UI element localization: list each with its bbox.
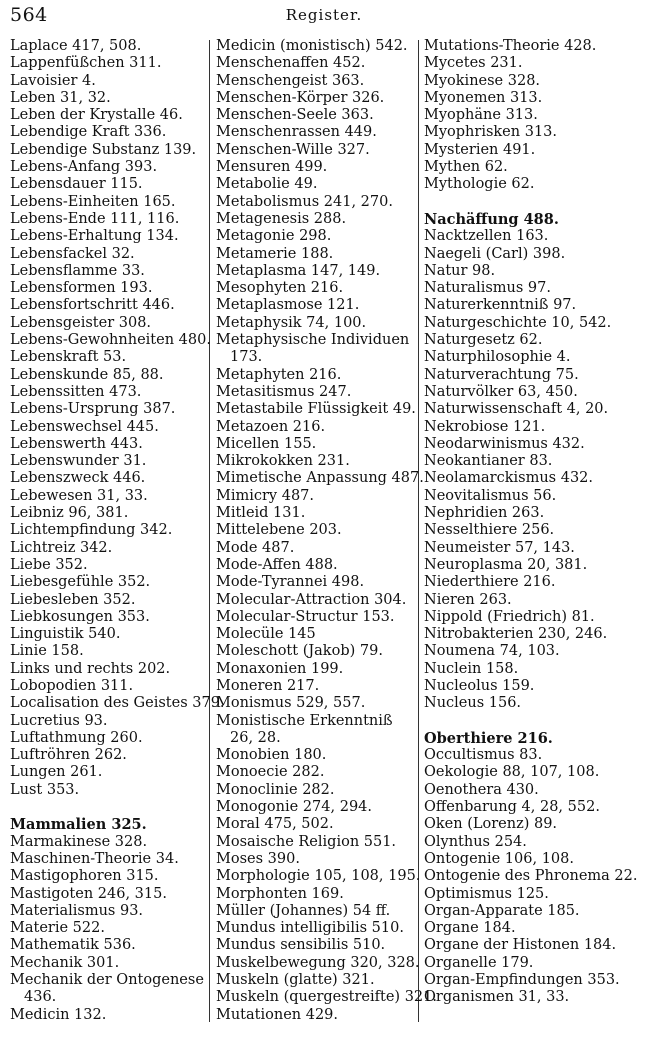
index-entry: Mechanik der Ontogenese 436.: [10, 972, 204, 1006]
index-entry: Materie 522.: [10, 920, 105, 937]
index-entry: Lebenszweck 446.: [10, 470, 146, 487]
index-entry: Liebesleben 352.: [10, 591, 136, 608]
index-entry: Metabolismus 241, 270.: [216, 193, 393, 210]
index-entry: Leben 31, 32.: [10, 89, 111, 106]
index-entry: Metaphysik 74, 100.: [216, 314, 367, 331]
index-entry: Mastigophoren 315.: [10, 868, 159, 885]
index-entry: Naturphilosophie 4.: [424, 349, 571, 366]
index-entry: Lobopodien 311.: [10, 677, 134, 694]
index-entry: Oekologie 88, 107, 108.: [424, 764, 600, 781]
index-entry: Nieren 263.: [424, 591, 512, 608]
index-entry: Naturgesetz 62.: [424, 332, 543, 349]
index-entry: Lebensdauer 115.: [10, 176, 143, 193]
index-entry: Neolamarckismus 432.: [424, 470, 594, 487]
index-entry: Olynthus 254.: [424, 833, 527, 850]
index-entry: Mythen 62.: [424, 159, 508, 176]
index-entry: Menschenrassen 449.: [216, 124, 377, 141]
index-entry: Menschengeist 363.: [216, 72, 365, 89]
index-entry: Naturverachtung 75.: [424, 366, 579, 383]
index-entry: Mammalien 325.: [10, 816, 147, 834]
index-entry: Lebenswerth 443.: [10, 435, 143, 452]
index-entry: Medicin (monistisch) 542.: [216, 38, 408, 54]
index-entry: Linguistik 540.: [10, 626, 121, 643]
index-entry: Micellen 155.: [216, 435, 317, 452]
index-entry: Liebesgefühle 352.: [10, 574, 151, 591]
page-header-title: Register.: [285, 6, 363, 24]
index-entry: Lebens-Anfang 393.: [10, 159, 158, 176]
index-column-2: [216, 38, 437, 1024]
index-entry: Muskelbewegung 320, 328.: [216, 954, 420, 971]
index-entry: Lebens-Gewohnheiten 480.: [10, 332, 211, 349]
index-entry: Naturgeschichte 10, 542.: [424, 314, 612, 331]
index-entry: Metamerie 188.: [216, 245, 334, 262]
index-entry: Materialismus 93.: [10, 902, 144, 919]
index-entry: Moleschott (Jakob) 79.: [216, 643, 383, 660]
index-entry: Mitleid 131.: [216, 505, 306, 522]
index-entry: Müller (Johannes) 54 ff.: [216, 902, 391, 919]
index-entry: Oenothera 430.: [424, 781, 539, 798]
index-entry: Leibniz 96, 381.: [10, 505, 129, 522]
index-entry: Mensuren 499.: [216, 159, 328, 176]
index-entry: Mutations-Theorie 428.: [424, 38, 597, 54]
index-entry: Marmakinese 328.: [10, 833, 148, 850]
index-entry: Neodarwinismus 432.: [424, 435, 585, 452]
index-entry: Nuclein 158.: [424, 660, 519, 677]
index-entry: Lebens-Ende 111, 116.: [10, 210, 180, 227]
index-entry: Muskeln (glatte) 321.: [216, 972, 375, 989]
index-entry: Mycetes 231.: [424, 55, 523, 72]
index-entry: Nacktzellen 163.: [424, 228, 549, 245]
index-entry: Lust 353.: [10, 781, 80, 798]
index-entry: Organe der Histonen 184.: [424, 937, 617, 954]
index-entry: Laplace 417, 508.: [10, 38, 142, 54]
index-entry: Lebens-Einheiten 165.: [10, 193, 176, 210]
index-entry: Monogonie 274, 294.: [216, 799, 373, 816]
index-entry: Mode 487.: [216, 539, 295, 556]
index-entry: Organ-Apparate 185.: [424, 902, 580, 919]
index-entry: Naturalismus 97.: [424, 280, 551, 297]
index-entry: Lebendige Kraft 336.: [10, 124, 167, 141]
index-entry: Neuroplasma 20, 381.: [424, 556, 588, 573]
index-entry: Metagenesis 288.: [216, 210, 347, 227]
index-entry: Medicin 132.: [10, 1006, 107, 1023]
index-entry: Moneren 217.: [216, 677, 320, 694]
index-entry: Monoclinie 282.: [216, 781, 335, 798]
index-entry: Morphologie 105, 108, 195.: [216, 868, 421, 885]
index-entry: Metasitismus 247.: [216, 383, 352, 400]
index-entry: Lebenssitten 473.: [10, 383, 142, 400]
index-entry: Moses 390.: [216, 850, 300, 867]
index-entry: Mutationen 429.: [216, 1006, 339, 1023]
index-entry: Lebensformen 193.: [10, 280, 153, 297]
index-entry: Leben der Krystalle 46.: [10, 107, 183, 124]
index-entry: Mechanik 301.: [10, 954, 120, 971]
index-entry: Lebenswechsel 445.: [10, 418, 159, 435]
index-entry: Oken (Lorenz) 89.: [424, 816, 558, 833]
index-entry: Organelle 179.: [424, 954, 534, 971]
index-entry: Metastabile Flüssigkeit 49.: [216, 401, 416, 418]
index-entry: Nucleolus 159.: [424, 677, 535, 694]
index-entry: Mythologie 62.: [424, 176, 535, 193]
index-entry: Liebe 352.: [10, 556, 88, 573]
index-entry: Lebenswunder 31.: [10, 453, 147, 470]
index-entry: Lebensflamme 33.: [10, 262, 145, 279]
index-entry: Metaplasmose 121.: [216, 297, 360, 314]
index-entry: Naturwissenschaft 4, 20.: [424, 401, 609, 418]
index-entry: Mysterien 491.: [424, 141, 536, 158]
index-entry: Nachäffung 488.: [424, 210, 559, 228]
index-entry: Myonemen 313.: [424, 89, 543, 106]
index-entry: Neumeister 57, 143.: [424, 539, 575, 556]
index-entry: Muskeln (quergestreifte) 321.: [216, 989, 437, 1006]
index-entry: Lavoisier 4.: [10, 72, 96, 89]
index-entry: Naegeli (Carl) 398.: [424, 245, 566, 262]
index-entry: Links und rechts 202.: [10, 660, 171, 677]
index-entry: Metaphysische Individuen 173.: [216, 332, 410, 366]
index-entry: Moral 475, 502.: [216, 816, 334, 833]
index-entry: Niederthiere 216.: [424, 574, 556, 591]
index-entry: Nesselthiere 256.: [424, 522, 555, 539]
index-entry: Lebenskunde 85, 88.: [10, 366, 164, 383]
index-entry: Mode-Tyrannei 498.: [216, 574, 365, 591]
index-entry: Monistische Erkenntniß 26, 28.: [216, 712, 393, 746]
index-entry: Monaxonien 199.: [216, 660, 344, 677]
index-entry: Liebkosungen 353.: [10, 608, 150, 625]
index-entry: Occultismus 83.: [424, 747, 543, 764]
index-entry: Maschinen-Theorie 34.: [10, 850, 179, 867]
index-entry: Lebensgeister 308.: [10, 314, 152, 331]
index-entry: Metaphyten 216.: [216, 366, 342, 383]
index-entry: Mittelebene 203.: [216, 522, 342, 539]
index-entry: Lucretius 93.: [10, 712, 108, 729]
index-entry: Menschen-Wille 327.: [216, 141, 370, 158]
index-entry: Metazoen 216.: [216, 418, 326, 435]
index-entry: Naturvölker 63, 450.: [424, 383, 578, 400]
index-entry: Lebensfackel 32.: [10, 245, 135, 262]
index-entry: Lebens-Erhaltung 134.: [10, 228, 179, 245]
index-entry: Mimetische Anpassung 487.: [216, 470, 424, 487]
index-entry: Mosaische Religion 551.: [216, 833, 397, 850]
index-entry: Neovitalismus 56.: [424, 487, 557, 504]
index-entry: Lebewesen 31, 33.: [10, 487, 148, 504]
index-entry: Organismen 31, 33.: [424, 989, 570, 1006]
index-entry: Menschen-Seele 363.: [216, 107, 374, 124]
index-entry: Lichtreiz 342.: [10, 539, 113, 556]
index-entry: Lebens-Ursprung 387.: [10, 401, 176, 418]
index-entry: Mastigoten 246, 315.: [10, 885, 167, 902]
index-entry: Lappenfüßchen 311.: [10, 55, 162, 72]
index-column-3: [424, 38, 642, 1007]
index-entry: Nekrobiose 121.: [424, 418, 546, 435]
index-entry: Monobien 180.: [216, 747, 327, 764]
index-entry: Ontogenie des Phronema 22.: [424, 868, 638, 885]
index-entry: Monismus 529, 557.: [216, 695, 366, 712]
index-entry: Naturerkenntniß 97.: [424, 297, 577, 314]
index-entry: Myokinese 328.: [424, 72, 541, 89]
index-entry: Lungen 261.: [10, 764, 103, 781]
index-entry: Myophrisken 313.: [424, 124, 557, 141]
index-entry: Linie 158.: [10, 643, 84, 660]
index-entry: Molecüle 145: [216, 626, 316, 643]
index-entry: Molecular-Structur 153.: [216, 608, 395, 625]
index-entry: Metagonie 298.: [216, 228, 332, 245]
index-entry: Mundus intelligibilis 510.: [216, 920, 404, 937]
index-entry: Mesophyten 216.: [216, 280, 344, 297]
index-entry: Myophäne 313.: [424, 107, 538, 124]
index-entry: Lebendige Substanz 139.: [10, 141, 197, 158]
index-entry: Mode-Affen 488.: [216, 556, 338, 573]
index-entry: Morphonten 169.: [216, 885, 344, 902]
index-entry: Natur 98.: [424, 262, 496, 279]
index-column-1: [10, 38, 225, 1024]
index-entry: Molecular-Attraction 304.: [216, 591, 407, 608]
index-entry: Metaplasma 147, 149.: [216, 262, 381, 279]
index-entry: Nippold (Friedrich) 81.: [424, 608, 595, 625]
index-entry: Menschenaffen 452.: [216, 55, 366, 72]
index-entry: Lebensfortschritt 446.: [10, 297, 175, 314]
index-entry: Optimismus 125.: [424, 885, 549, 902]
index-entry: Oberthiere 216.: [424, 729, 553, 747]
index-entry: Mundus sensibilis 510.: [216, 937, 386, 954]
index-entry: Neokantianer 83.: [424, 453, 553, 470]
index-entry: Luftathmung 260.: [10, 729, 143, 746]
index-entry: Localisation des Geistes 379.: [10, 695, 225, 712]
index-entry: Ontogenie 106, 108.: [424, 850, 574, 867]
index-entry: Nitrobakterien 230, 246.: [424, 626, 608, 643]
index-entry: Offenbarung 4, 28, 552.: [424, 799, 600, 816]
page-number: 564: [10, 4, 48, 26]
index-entry: Noumena 74, 103.: [424, 643, 560, 660]
index-entry: Organe 184.: [424, 920, 516, 937]
index-entry: Monoecie 282.: [216, 764, 325, 781]
index-entry: Metabolie 49.: [216, 176, 318, 193]
index-entry: Lichtempfindung 342.: [10, 522, 173, 539]
index-entry: Organ-Empfindungen 353.: [424, 972, 620, 989]
index-entry: Luftröhren 262.: [10, 747, 127, 764]
index-entry: Mathematik 536.: [10, 937, 136, 954]
index-entry: Mikrokokken 231.: [216, 453, 350, 470]
index-entry: Lebenskraft 53.: [10, 349, 127, 366]
index-entry: Nephridien 263.: [424, 505, 545, 522]
index-entry: Menschen-Körper 326.: [216, 89, 385, 106]
index-entry: Mimicry 487.: [216, 487, 315, 504]
index-entry: Nucleus 156.: [424, 695, 522, 712]
